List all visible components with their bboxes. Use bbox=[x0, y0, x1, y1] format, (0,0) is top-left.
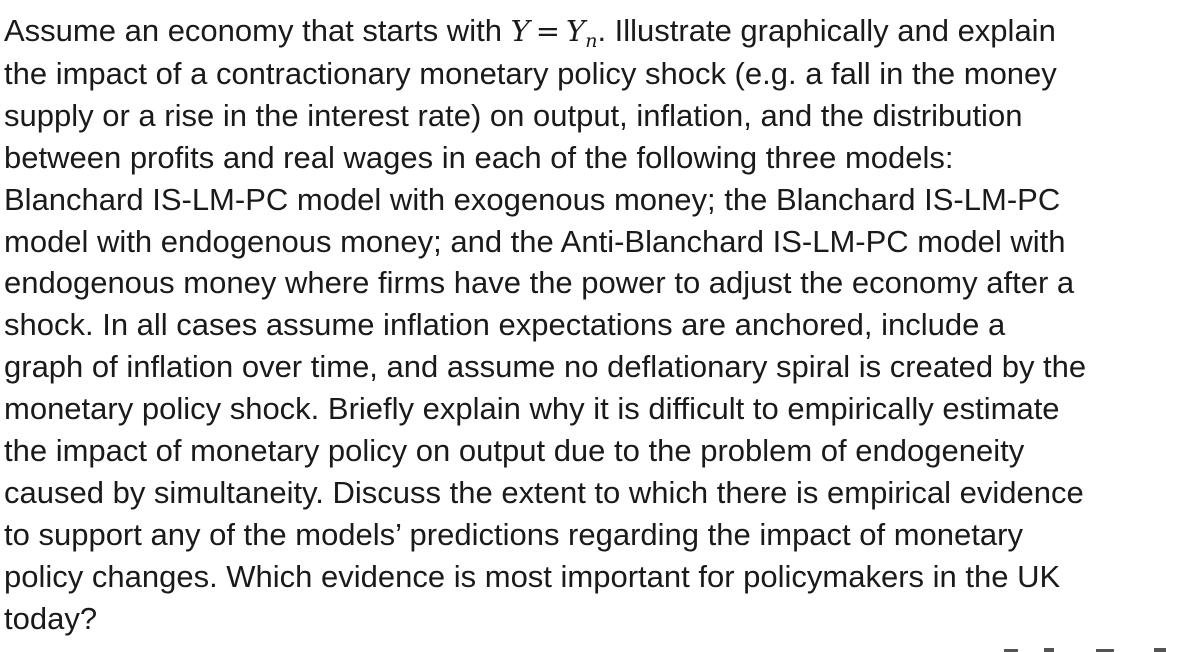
question-line: the impact of monetary policy on output due to the problem of endogeneity bbox=[4, 433, 1025, 469]
line-text: . Illustrate graphically and explain bbox=[597, 13, 1056, 48]
math-variable-y: Y bbox=[510, 14, 530, 48]
question-line: caused by simultaneity. Discuss the extent to which there is empirical evidence bbox=[4, 474, 1084, 510]
question-line: policy changes. Which evidence is most important for policymakers in the UK bbox=[4, 558, 1061, 594]
question-line: monetary policy shock. Briefly explain why it is difficult to empirically estimate bbox=[4, 391, 1060, 427]
question-text bbox=[4, 10, 1196, 640]
question-line: between profits and real wages in each of the following three models: bbox=[4, 139, 954, 175]
question-line: to support any of the models’ predictions regarding the impact of monetary bbox=[4, 516, 1023, 552]
line-text: Assume an economy that starts with bbox=[4, 13, 511, 48]
math-expression bbox=[510, 14, 598, 52]
math-equals: = bbox=[535, 14, 561, 48]
question-line: shock. In all cases assume inflation expectations are anchored, include a bbox=[4, 307, 1006, 343]
clipped-text-fragment bbox=[1004, 646, 1194, 652]
question-line: supply or a rise in the interest rate) on output, inflation, and the distribution bbox=[4, 97, 1023, 133]
question-line: Blanchard IS-LM-PC model with exogenous money; the Blanchard IS-LM-PC bbox=[4, 181, 1061, 217]
question-line: graph of inflation over time, and assume no deflationary spiral is created by the bbox=[4, 349, 1087, 385]
question-line: model with endogenous money; and the Anti-Blanchard IS-LM-PC model with bbox=[4, 223, 1066, 259]
math-subscript: n bbox=[585, 30, 598, 52]
math-variable-yn: Y bbox=[566, 14, 586, 48]
question-line bbox=[4, 10, 1196, 53]
question-line: the impact of a contractionary monetary policy shock (e.g. a fall in the money bbox=[4, 55, 1057, 91]
question-line: today? bbox=[4, 600, 98, 636]
question-line: endogenous money where firms have the power to adjust the economy after a bbox=[4, 265, 1075, 301]
